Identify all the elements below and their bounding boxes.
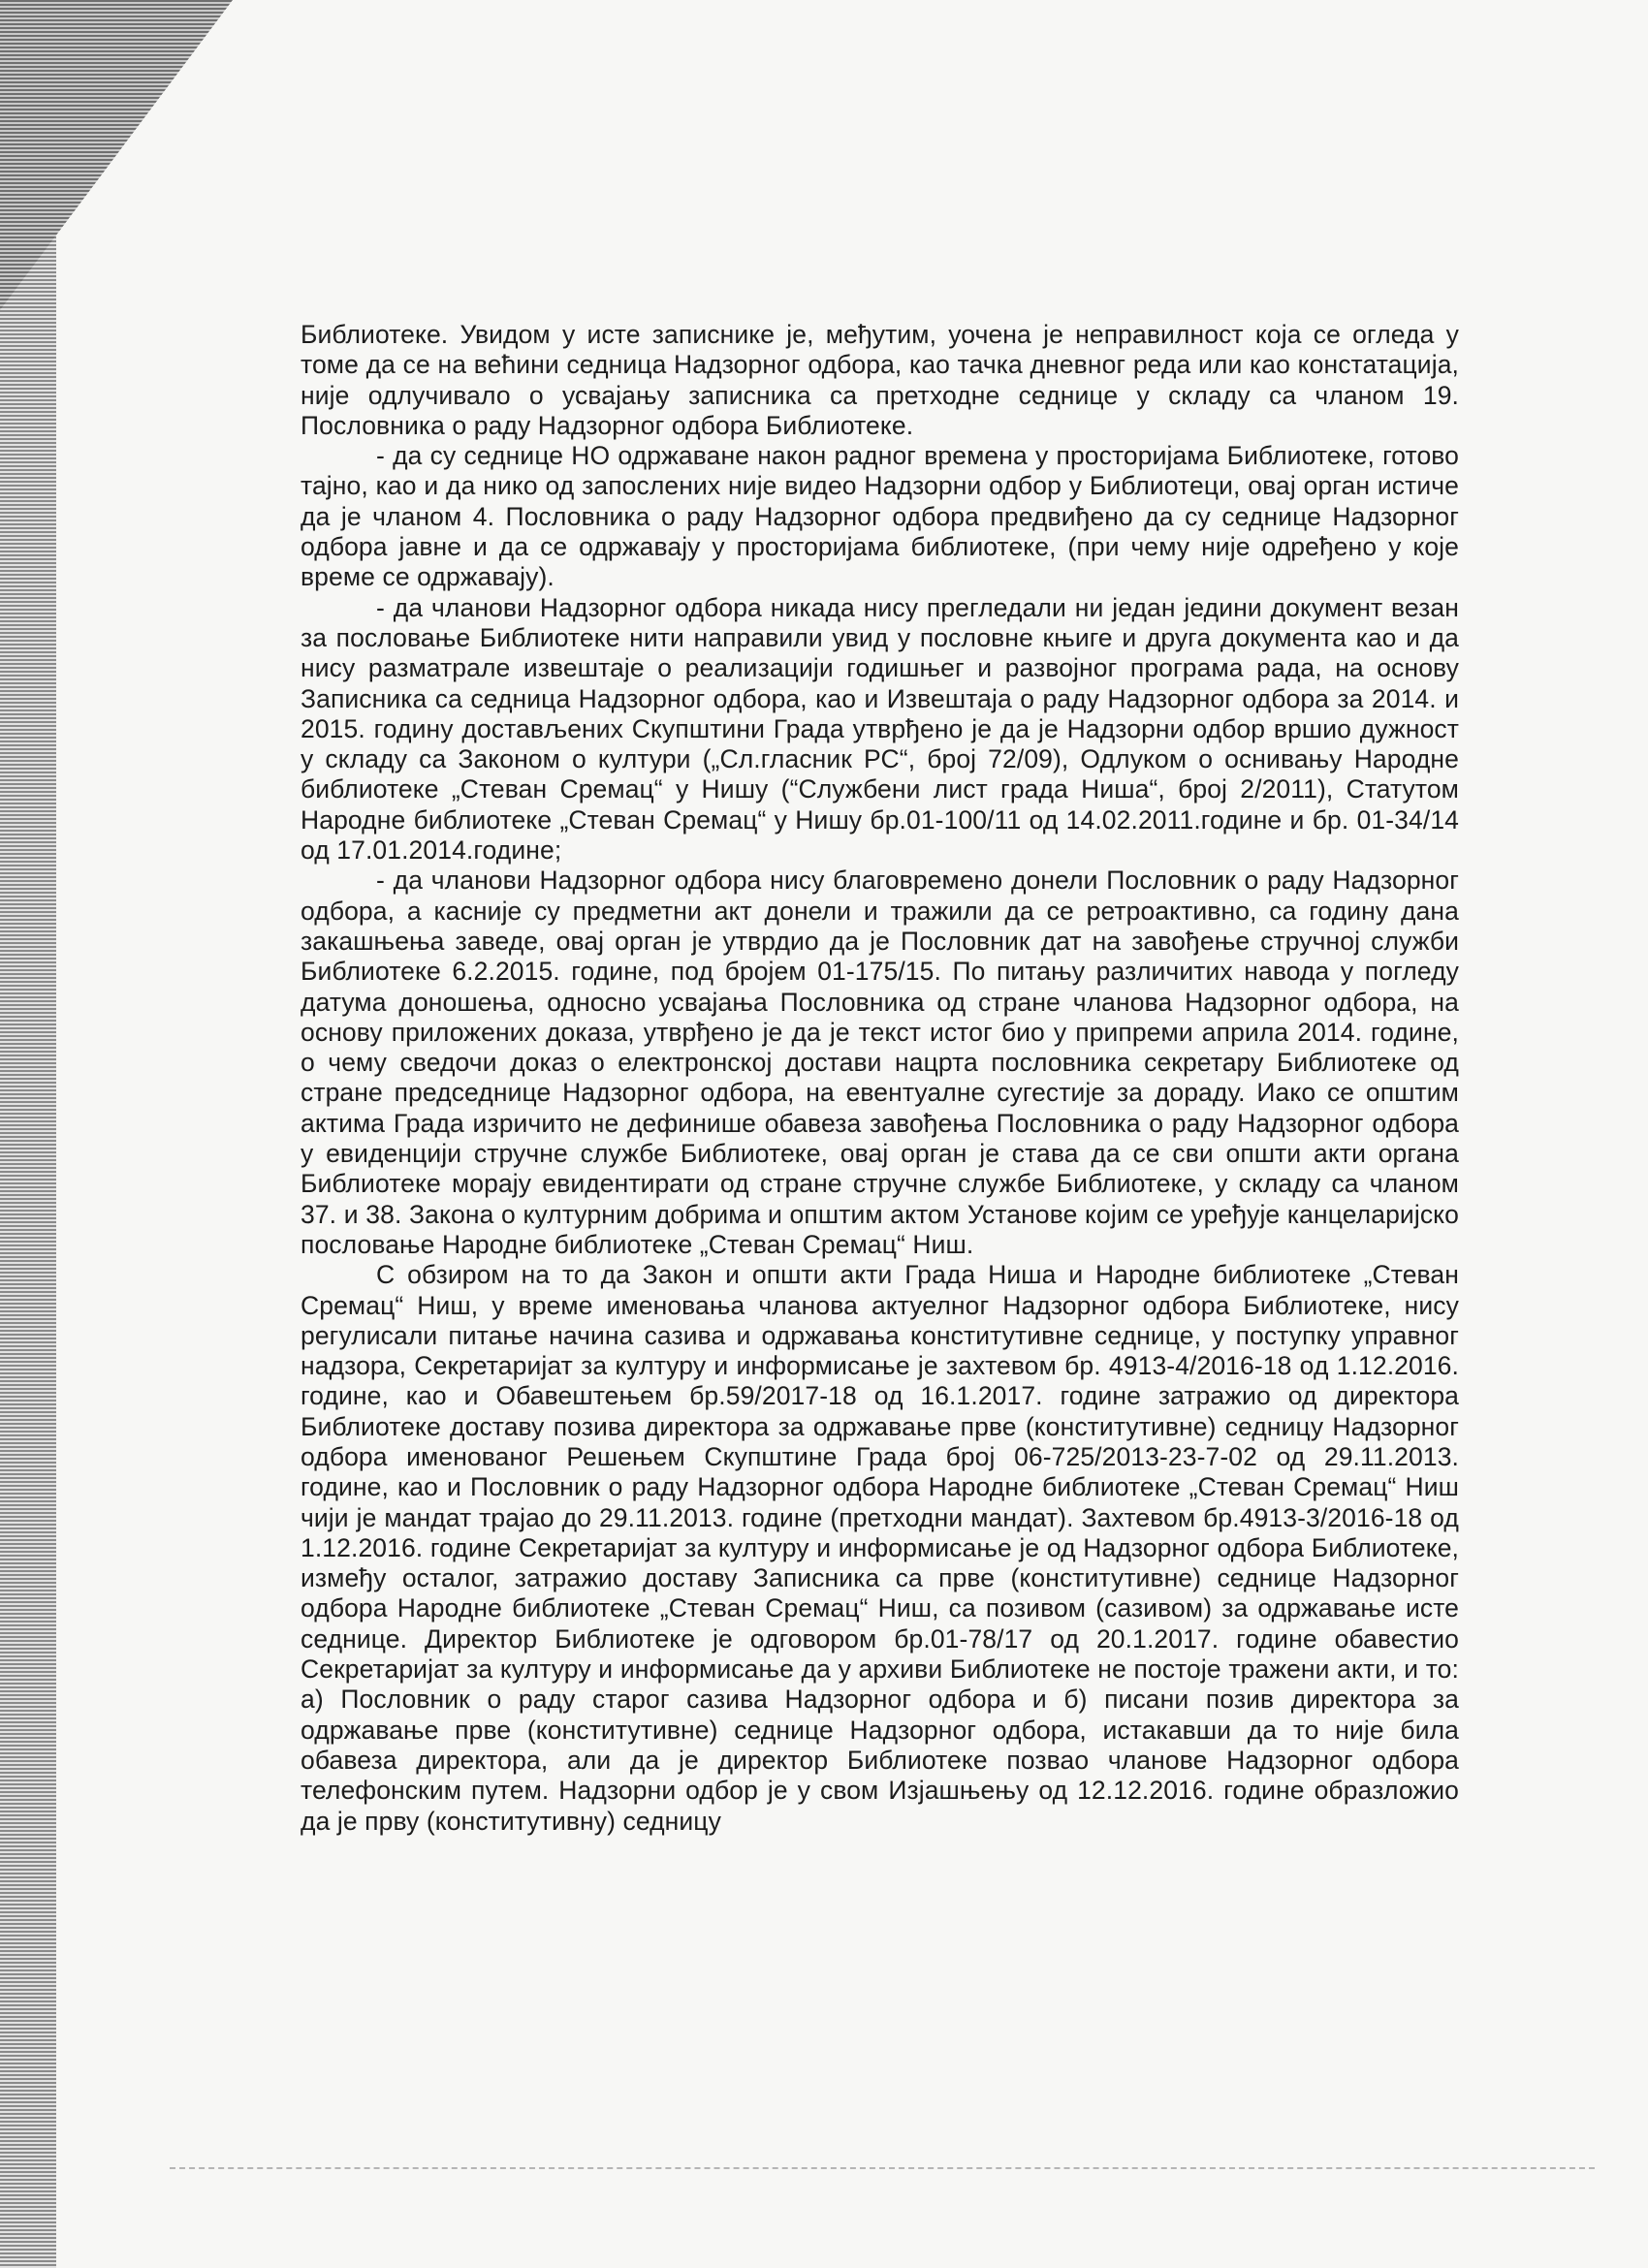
document-body — [301, 320, 1459, 1837]
scan-edge-artifact — [0, 0, 56, 2268]
paragraph-documents-review: - да чланови Надзорног одбора никада нису прегледали ни један једини документ везан за пословање Библиотеке нити направили увид у пословне књиге и друга документа као и да нису разматрале извештаје о реализацији годишњег и развојног програма рада, на основу Записника са седница Надзорног одбора, као и Извештаја о раду Надзорног одбора за 2014. и 2015. годину достављених Скупштини Града утврђено је да је Надзорни одбор вршио дужност у складу са Законом о култури („Сл.гласник РС“, број 72/09), Одлуком о оснивању Народне библиотеке „Стеван Сремац“ у Нишу (“Службени лист града Ниша“, број 2/2011), Статутом Народне библиотеке „Стеван Сремац“ у Нишу бр.01-100/11 од 14.02.2011.године и бр. 01-34/14 од 17.01.2014.године; — [301, 592, 1459, 866]
paragraph-meetings-after-hours: - да су седнице НО одржаване након радног времена у просторијама Библиотеке, готово тајно, као и да нико од запослених није видео Надзорни одбор у Библиотеци, овај орган истиче да је чланом 4. Пословника о раду Надзорног одбора предвиђено да су седнице Надзорног одбора јавне и да се одржавају у просторијама библиотеке, (при чему није одређено у које време се одржавају). — [301, 441, 1459, 592]
paragraph-continuation: Библиотеке. Увидом у исте записнике је, међутим, уочена је неправилност која се огледа у томе да се на већини седница Надзорног одбора, као тачка дневног реда или као констатација, није одлучивало о усвајању записника са претходне седнице у складу са чланом 19. Пословника о раду Надзорног одбора Библиотеке. — [301, 320, 1459, 440]
bottom-divider — [170, 2167, 1595, 2169]
paragraph-rules-of-procedure: - да чланови Надзорног одбора нису благовремено донели Пословник о раду Надзорног одбора, а касније су предметни акт донели и тражили да се ретроактивно, са годину дана закашњења заведе, овај орган је утврдио да је Пословник дат на завођење стручној служби Библиотеке 6.2.2015. године, под бројем 01-175/15. По питању различитих навода у погледу датума доношења, односно усвајања Пословника од стране чланова Надзорног одбора, на основу приложених доказа, утврђено је да је текст истог био у припреми априла 2014. године, о чему сведочи доказ о електронској достави нацрта пословника секретару Библиотеке од стране председнице Надзорног одбора, на евентуалне сугестије за дораду. Иако се општим актима Града изричито не дефинише обавеза завођења Пословника о раду Надзорног одбора у евиденцији стручне службе Библиотеке, овај орган је става да се сви општи акти органа Библиотеке морају евидентирати од стране стручне службе Библиотеке, у складу са чланом 37. и 38. Закона о културним добрима и општим актом Установе којим се уређује канцеларијско пословање Народне библиотеке „Стеван Сремац“ Ниш. — [301, 866, 1459, 1259]
folded-corner — [0, 0, 233, 310]
paragraph-constitutive-session: С обзиром на то да Закон и општи акти Града Ниша и Народне библиотеке „Стеван Сремац“ Ниш, у време именовања чланова актуелног Надзорног одбора Библиотеке, нису регулисали питање начина сазива и одржавања конститутивне седнице, у поступку управног надзора, Секретаријат за културу и информисање је захтевом бр. 4913-4/2016-18 од 1.12.2016. године, као и Обавештењем бр.59/2017-18 од 16.1.2017. године затражио од директора Библиотеке доставу позива директора за одржавање прве (конститутивне) седницу Надзорног одбора именованог Решењем Скупштине Града број 06-725/2013-23-7-02 од 29.11.2013. године, као и Пословник о раду Надзорног одбора Народне библиотеке „Стеван Сремац“ Ниш чији је мандат трајао до 29.11.2013. године (претходни мандат). Захтевом бр.4913-3/2016-18 од 1.12.2016. године Секретаријат за културу и информисање је од Надзорног одбора Библиотеке, између осталог, затражио доставу Записника са прве (конститутивне) седнице Надзорног одбора Народне библиотеке „Стеван Сремац“ Ниш, са позивом (сазивом) за одржавање исте седнице. Директор Библиотеке је одговором бр.01-78/17 од 20.1.2017. године обавестио Секретаријат за културу и информисање да у архиви Библиотеке не постоје тражени акти, и то: а) Пословник о раду старог сазива Надзорног одбора и б) писани позив директора за одржавање прве (конститутивне) седнице Надзорног одбора, истакавши да то није била обавеза директора, али да је директор Библиотеке позвао чланове Надзорног одбора телефонским путем. Надзорни одбор је у свом Изјашњењу од 12.12.2016. године образложио да је прву (конститутивну) седницу — [301, 1260, 1459, 1836]
